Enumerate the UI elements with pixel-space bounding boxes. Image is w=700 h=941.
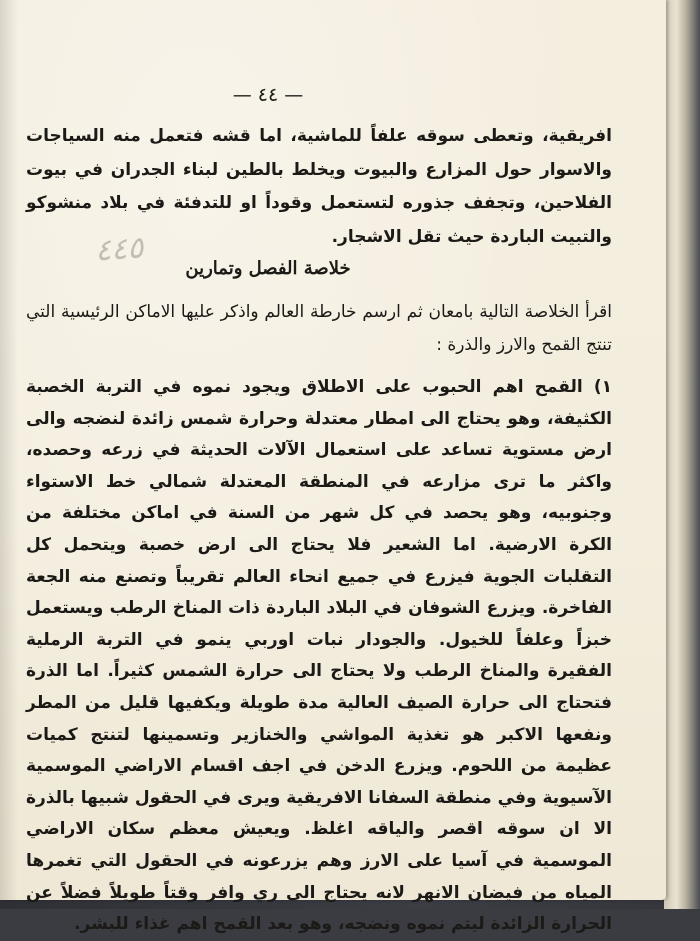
section-heading: خلاصة الفصل وتمارين [185,258,351,279]
paragraph-continuation: افريقية، وتعطى سوقه علفاً للماشية، اما قشه فتعمل منه السياجات والاسوار حول المزارع والبيوت ويخلط بالطين لبناء الجدران في بيوت الفلاحين، وتجفف جذوره لتستعمل وقوداً او للتدفئة في بلاد منشوكو والتبيت الباردة حيث تقل الاشجار. [26,126,612,247]
book-page-edges [664,0,700,909]
summary-paragraph: ١) القمح اهم الحبوب على الاطلاق ويجود نموه في التربة الخصبة الكثيفة، وهو يحتاج الى امطار معتدلة وحرارة شمس زائدة لنضجه والى ارض مستوية تساعد على استعمال الآلات الحديثة في زرعه وحصده، واكثر ما ترى مزارعه في المنطقة المعتدلة شمالي خط الاستواء وجنوبيه، وهو يحصد في كل شهر من السنة في اماكن مختلفة من الكرة الارضية. اما الشعير فلا يحتاج الى ارض خصبة ويتحمل كل التقلبات الجوية فيزرع في جميع انحاء العالم تقريباً وتصنع منه الجعة الفاخرة. ويزرع الشوفان في البلاد الباردة ذات المناخ الرطب ويستعمل خبزاً وعلفاً للخيول. والجودار نبات اوربي ينمو في التربة الرملية الفقيرة والمناخ الرطب ولا يحتاج الى حرارة الشمس كثيراً. اما الذرة فتحتاج الى حرارة الصيف العالية مدة طويلة ويكفيها قليل من المطر ونفعها الاكبر هو تغذية المواشي والخنازير وتسمينها لتنتج كميات عظيمة من اللحوم. ويزرع الدخن في اجف اقسام الاراضي الموسمية الآسيوية وفي منطقة السفانا الافريقية ويرى في الحقول شبيها بالذرة الا ان سوقه اقصر والياقه اغلظ. ويعيش معظم سكان الاراضي الموسمية في آسيا على الارز وهم يزرعونه في الحقول التي تغمرها المياه من فيضان الانهر لانه يحتاج الى ري وافر وقتاً طويلاً فضلاً عن الحرارة الزائدة ليتم نموه ونضجه، وهو بعد القمح اهم غذاء للبشر. [26,377,612,935]
pencil-annotation: ٤٤٥ [93,230,145,269]
page-number: — ٤٤ — [232,84,304,106]
exercise-instructions: اقرأ الخلاصة التالية بامعان ثم ارسم خارطة العالم واذكر عليها الاماكن الرئيسية التي تنتج القمح والارز والذرة : [26,302,612,355]
binding-shadow [0,0,18,900]
